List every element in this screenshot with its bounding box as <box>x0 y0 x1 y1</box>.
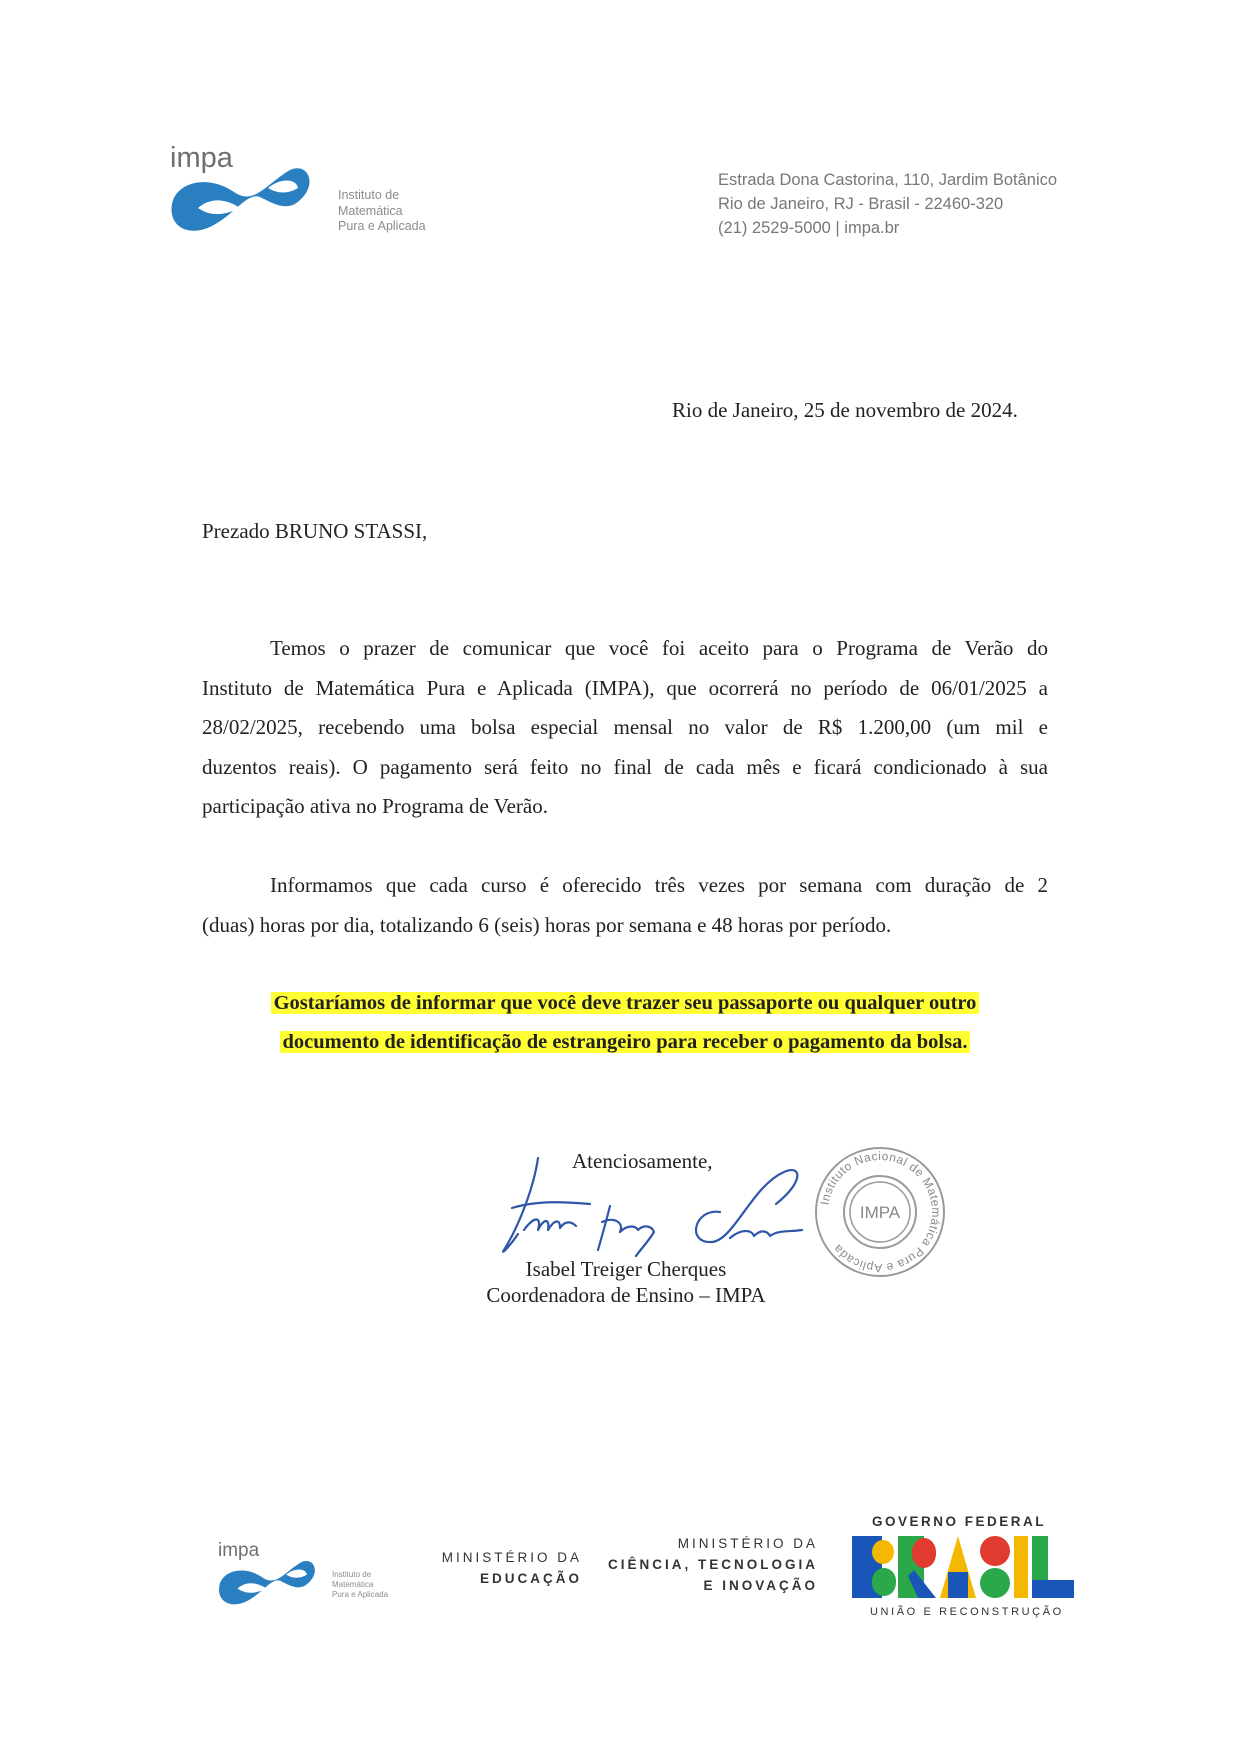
uniao-reconstrucao: UNIÃO E RECONSTRUÇÃO <box>870 1606 1064 1618</box>
paragraph-2 <box>202 866 1048 945</box>
impa-logo-word: impa <box>218 1540 260 1561</box>
paragraph-line: Informamos que cada curso é oferecido três vezes por semana com duração de 2 <box>270 873 1048 897</box>
impa-logo-word: impa <box>170 142 233 174</box>
paragraph-line: Instituto de Matemática Pura e Aplicada (IMPA), que ocorrerá no período de 06/01/2025 a <box>202 675 1048 700</box>
governo-federal: GOVERNO FEDERAL <box>872 1514 1047 1529</box>
paragraph-line: duzentos reais). O pagamento será feito no final de cada mês e ficará condicionado à sua <box>202 754 1048 779</box>
paragraph-line: Temos o prazer de comunicar que você foi aceito para o Programa de Verão do <box>270 636 1048 660</box>
highlighted-notice <box>202 984 1048 1062</box>
impa-logo-subtitle: Instituto de Matemática Pura e Aplicada <box>332 1570 389 1599</box>
signer-block <box>452 1256 800 1308</box>
svg-text:Instituto Nacional de Matemáti: Instituto Nacional de Matemática Pura e Aplicada <box>817 1148 944 1276</box>
paragraph-1 <box>202 629 1048 827</box>
address-line: Estrada Dona Castorina, 110, Jardim Botânico <box>718 171 1058 189</box>
impa-seal-stamp-icon <box>812 1144 948 1280</box>
closing: Atenciosamente, <box>572 1149 713 1173</box>
ministerio-ciencia: MINISTÉRIO DA CIÊNCIA, TECNOLOGIA E INOVAÇÃO <box>607 1536 818 1593</box>
header-address <box>718 168 1057 240</box>
address-line: (21) 2529-5000 | impa.br <box>718 219 900 237</box>
letter-salutation: Prezado BRUNO STASSI, <box>202 519 428 543</box>
highlight-line: documento de identificação de estrangeiro para receber o pagamento da bolsa. <box>280 1031 971 1053</box>
paragraph-line: participação ativa no Programa de Verão. <box>202 794 548 818</box>
impa-logo-subtitle: Instituto de Matemática Pura e Aplicada <box>338 188 426 234</box>
signer-title: Coordenadora de Ensino – IMPA <box>486 1283 766 1307</box>
paragraph-line: (duas) horas por dia, totalizando 6 (seis) horas por semana e 48 horas por período. <box>202 912 892 937</box>
signer-name: Isabel Treiger Cherques <box>525 1257 727 1281</box>
letter-date: Rio de Janeiro, 25 de novembro de 2024. <box>672 398 1018 422</box>
impa-logo-mark-icon <box>168 164 316 236</box>
highlight-line: Gostaríamos de informar que você deve trazer seu passaporte ou qualquer outro <box>271 992 980 1014</box>
ministerio-educacao: MINISTÉRIO DA EDUCAÇÃO <box>441 1550 582 1586</box>
address-line: Rio de Janeiro, RJ - Brasil - 22460-320 <box>718 195 1004 213</box>
handwritten-signature-icon <box>498 1146 818 1258</box>
footer-impa-logo <box>216 1540 416 1610</box>
svg-text:IMPA: IMPA <box>859 1203 901 1222</box>
header-logo <box>168 142 448 242</box>
paragraph-line: 28/02/2025, recebendo uma bolsa especial mensal no valor de R$ 1.200,00 (um mil e <box>202 715 1048 739</box>
impa-logo-mark-icon <box>216 1558 320 1608</box>
